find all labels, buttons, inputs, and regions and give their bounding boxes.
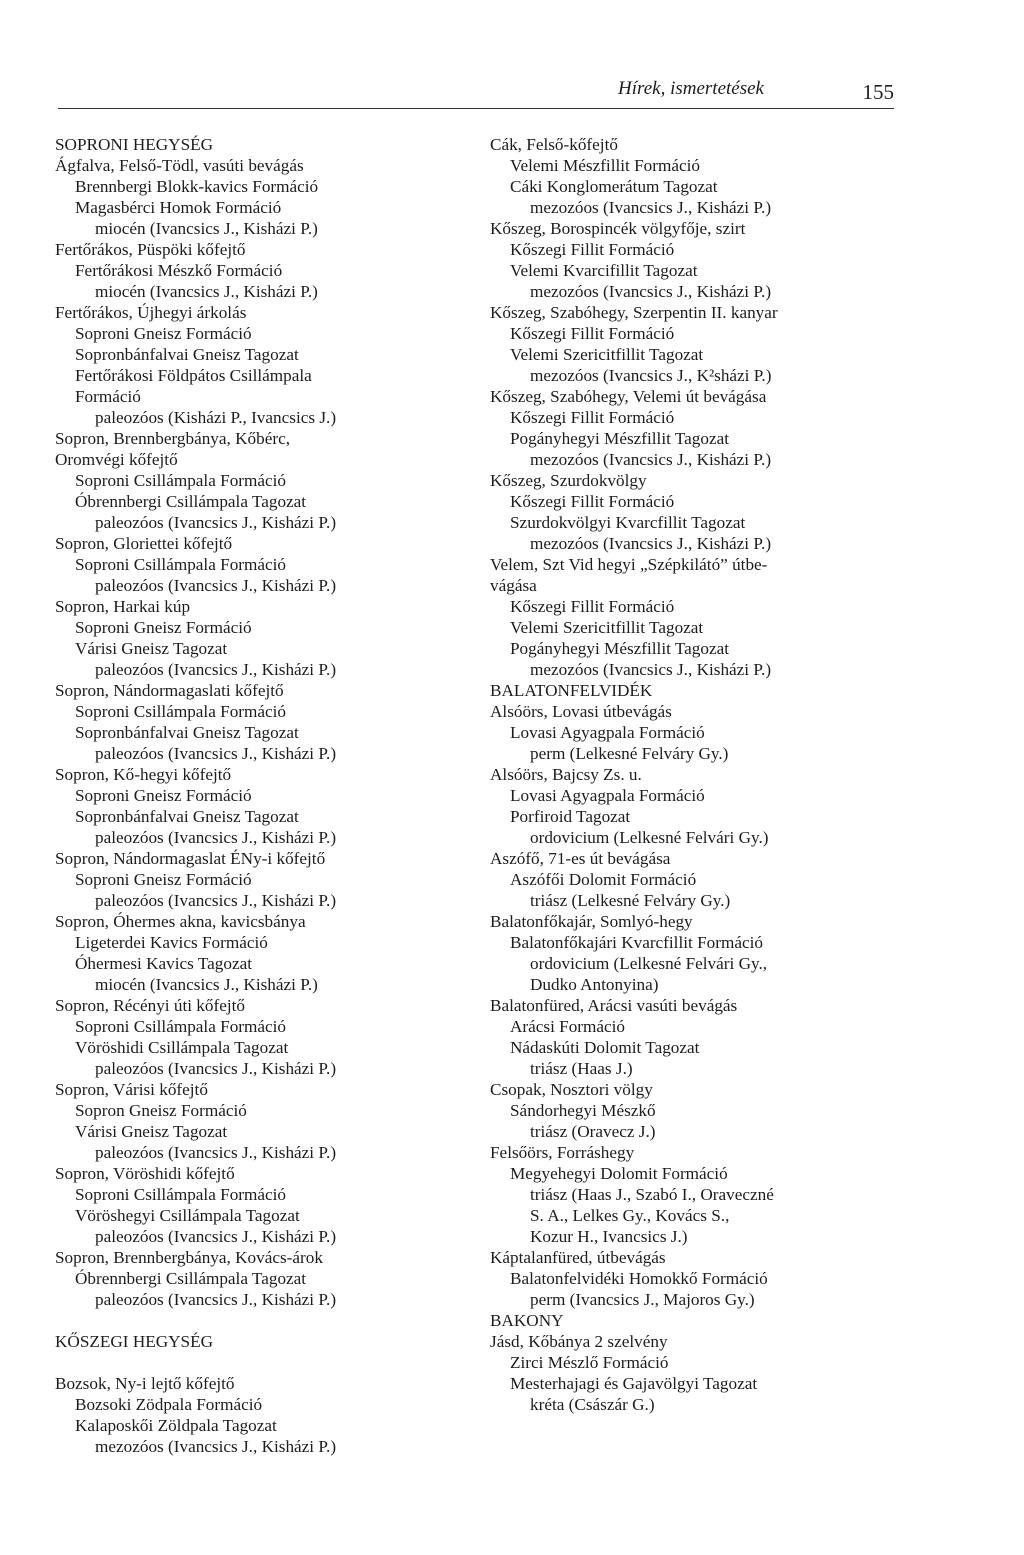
formation-line: Szurdokvölgyi Kvarcfillit Tagozat (510, 513, 746, 532)
formation-line: Vöröshidi Csillámpala Tagozat (75, 1038, 289, 1057)
age-author-line: triász (Lelkesné Felváry Gy.) (530, 891, 731, 910)
locality-line: Jásd, Kőbánya 2 szelvény (490, 1332, 668, 1351)
locality-line: Sopron, Nándormagaslat ÉNy-i kőfejtő (55, 849, 326, 868)
locality-line: Ágfalva, Felső-Tödl, vasúti bevágás (55, 156, 304, 175)
age-author-line: ordovicium (Lelkesné Felvári Gy., (530, 954, 768, 973)
locality-line: Sopron, Récényi úti kőfejtő (55, 996, 245, 1015)
age-author-line: paleozóos (Ivancsics J., Kisházi P.) (95, 1227, 337, 1246)
formation-line: Velemi Szericitfillit Tagozat (510, 618, 704, 637)
locality-line: vágása (490, 576, 537, 595)
formation-line: Soproni Gneisz Formáció (75, 324, 252, 343)
age-author-line: paleozóos (Ivancsics J., Kisházi P.) (95, 828, 337, 847)
formation-line: Kőszegi Fillit Formáció (510, 408, 675, 427)
formation-line: Velemi Kvarcifillit Tagozat (510, 261, 698, 280)
locality-line: Kőszeg, Borospincék völgyfője, szirt (490, 219, 746, 238)
locality-line: Sopron, Óhermes akna, kavicsbánya (55, 912, 306, 931)
formation-line: Formáció (75, 387, 141, 406)
column-spacer (55, 1310, 475, 1331)
formation-line: Arácsi Formáció (510, 1017, 626, 1036)
age-author-line: triász (Haas J., Szabó I., Oraveczné (530, 1185, 774, 1204)
age-author-line: Dudko Antonyina) (530, 975, 659, 994)
formation-line: Aszófői Dolomit Formáció (510, 870, 697, 889)
formation-line: Sopron Gneisz Formáció (75, 1101, 247, 1120)
age-author-line: paleozóos (Ivancsics J., Kisházi P.) (95, 660, 337, 679)
formation-line: Kőszegi Fillit Formáció (510, 597, 675, 616)
formation-line: Velemi Szericitfillit Tagozat (510, 345, 704, 364)
age-author-line: perm (Ivancsics J., Majoros Gy.) (530, 1290, 755, 1309)
formation-line: Soproni Gneisz Formáció (75, 870, 252, 889)
formation-line: Megyehegyi Dolomit Formáció (510, 1164, 728, 1183)
locality-line: Sopron, Vöröshidi kőfejtő (55, 1164, 235, 1183)
formation-line: Pogányhegyi Mészfillit Tagozat (510, 429, 730, 448)
formation-line: Ligeterdei Kavics Formáció (75, 933, 268, 952)
locality-line: Alsóörs, Lovasi útbevágás (490, 702, 672, 721)
age-author-line: paleozóos (Ivancsics J., Kisházi P.) (95, 1290, 337, 1309)
formation-line: Balatonfőkajári Kvarcfillit Formáció (510, 933, 763, 952)
locality-line: Fertőrákos, Püspöki kőfejtő (55, 240, 246, 259)
formation-line: Óhermesi Kavics Tagozat (75, 954, 252, 973)
age-author-line: miocén (Ivancsics J., Kisházi P.) (95, 975, 318, 994)
age-author-line: mezozóos (Ivancsics J., Kisházi P.) (530, 660, 772, 679)
locality-line: Fertőrákos, Újhegyi árkolás (55, 303, 247, 322)
formation-line: Sopronbánfalvai Gneisz Tagozat (75, 723, 299, 742)
locality-line: Kőszeg, Szabóhegy, Velemi út bevágása (490, 387, 767, 406)
formation-line: Soproni Csillámpala Formáció (75, 1017, 287, 1036)
locality-line: Sopron, Kő-hegyi kőfejtő (55, 765, 232, 784)
formation-line: Soproni Csillámpala Formáció (75, 1185, 287, 1204)
locality-line: Káptalanfüred, útbevágás (490, 1248, 666, 1267)
right-column (490, 134, 900, 1415)
formation-line: Soproni Csillámpala Formáció (75, 555, 287, 574)
formation-line: Soproni Csillámpala Formáció (75, 702, 287, 721)
age-author-line: mezozóos (Ivancsics J., Kisházi P.) (530, 534, 772, 553)
locality-line: Sopron, Gloriettei kőfejtő (55, 534, 233, 553)
age-author-line: mezozóos (Ivancsics J., Kisházi P.) (95, 1437, 337, 1456)
age-author-line: paleozóos (Kisházi P., Ivancsics J.) (95, 408, 337, 427)
locality-line: Velem, Szt Vid hegyi „Szépkilátó” útbe- (490, 555, 768, 574)
locality-line: SOPRONI HEGYSÉG (55, 135, 214, 154)
age-author-line: miocén (Ivancsics J., Kisházi P.) (95, 282, 318, 301)
formation-line: Zirci Mészlő Formáció (510, 1353, 669, 1372)
locality-line: KŐSZEGI HEGYSÉG (55, 1332, 214, 1351)
formation-line: Kőszegi Fillit Formáció (510, 492, 675, 511)
age-author-line: S. A., Lelkes Gy., Kovács S., (530, 1206, 730, 1225)
locality-line: Csopak, Nosztori völgy (490, 1080, 653, 1099)
formation-line: Kőszegi Fillit Formáció (510, 324, 675, 343)
formation-line: Porfiroid Tagozat (510, 807, 631, 826)
left-column (55, 134, 475, 1457)
formation-line: Brennbergi Blokk-kavics Formáció (75, 177, 319, 196)
formation-line: Balatonfelvidéki Homokkő Formáció (510, 1269, 768, 1288)
column-spacer (55, 1352, 475, 1373)
formation-line: Fertőrákosi Mészkő Formáció (75, 261, 283, 280)
formation-line: Sopronbánfalvai Gneisz Tagozat (75, 345, 299, 364)
formation-line: Kőszegi Fillit Formáció (510, 240, 675, 259)
locality-line: Bozsok, Ny-i lejtő kőfejtő (55, 1374, 235, 1393)
age-author-line: paleozóos (Ivancsics J., Kisházi P.) (95, 513, 337, 532)
formation-line: Magasbérci Homok Formáció (75, 198, 282, 217)
formation-line: Lovasi Agyagpala Formáció (510, 786, 705, 805)
formation-line: Óbrennbergi Csillámpala Tagozat (75, 492, 307, 511)
formation-line: Óbrennbergi Csillámpala Tagozat (75, 1269, 307, 1288)
age-author-line: triász (Haas J.) (530, 1059, 633, 1078)
formation-line: Vöröshegyi Csillámpala Tagozat (75, 1206, 300, 1225)
locality-line: Oromvégi kőfejtő (55, 450, 178, 469)
age-author-line: mezozóos (Ivancsics J., Kisházi P.) (530, 198, 772, 217)
locality-line: Balatonfőkajár, Somlyó-hegy (490, 912, 693, 931)
age-author-line: paleozóos (Ivancsics J., Kisházi P.) (95, 1059, 337, 1078)
age-author-line: paleozóos (Ivancsics J., Kisházi P.) (95, 891, 337, 910)
page-header (58, 78, 894, 109)
locality-line: Kőszeg, Szurdokvölgy (490, 471, 647, 490)
formation-line: Várisi Gneisz Tagozat (75, 1122, 228, 1141)
formation-line: Mesterhajagi és Gajavölgyi Tagozat (510, 1374, 758, 1393)
locality-line: Felsőörs, Forráshegy (490, 1143, 635, 1162)
age-author-line: mezozóos (Ivancsics J., Kisházi P.) (530, 450, 772, 469)
locality-line: Sopron, Várisi kőfejtő (55, 1080, 208, 1099)
formation-line: Cáki Konglomerátum Tagozat (510, 177, 718, 196)
formation-line: Soproni Csillámpala Formáció (75, 471, 287, 490)
locality-line: Balatonfüred, Arácsi vasúti bevágás (490, 996, 738, 1015)
age-author-line: kréta (Császár G.) (530, 1395, 655, 1414)
formation-line: Fertőrákosi Földpátos Csillámpala (75, 366, 312, 385)
formation-line: Pogányhegyi Mészfillit Tagozat (510, 639, 730, 658)
formation-line: Bozsoki Zödpala Formáció (75, 1395, 263, 1414)
formation-line: Sopronbánfalvai Gneisz Tagozat (75, 807, 299, 826)
age-author-line: perm (Lelkesné Felváry Gy.) (530, 744, 729, 763)
age-author-line: mezozóos (Ivancsics J., Kisházi P.) (530, 282, 772, 301)
formation-line: Velemi Mészfillit Formáció (510, 156, 700, 175)
formation-line: Várisi Gneisz Tagozat (75, 639, 228, 658)
locality-line: Sopron, Nándormagaslati kőfejtő (55, 681, 284, 700)
formation-line: Kalaposkői Zöldpala Tagozat (75, 1416, 277, 1435)
age-author-line: miocén (Ivancsics J., Kisházi P.) (95, 219, 318, 238)
age-author-line: paleozóos (Ivancsics J., Kisházi P.) (95, 576, 337, 595)
formation-line: Nádaskúti Dolomit Tagozat (510, 1038, 700, 1057)
locality-line: Sopron, Harkai kúp (55, 597, 191, 616)
formation-line: Sándorhegyi Mészkő (510, 1101, 656, 1120)
running-title: Hírek, ismertetések (618, 78, 764, 99)
age-author-line: triász (Oravecz J.) (530, 1122, 656, 1141)
age-author-line: paleozóos (Ivancsics J., Kisházi P.) (95, 1143, 337, 1162)
age-author-line: paleozóos (Ivancsics J., Kisházi P.) (95, 744, 337, 763)
locality-line: BALATONFELVIDÉK (490, 681, 653, 700)
formation-line: Soproni Gneisz Formáció (75, 786, 252, 805)
age-author-line: Kozur H., Ivancsics J.) (530, 1227, 688, 1246)
locality-line: BAKONY (490, 1311, 564, 1330)
formation-line: Lovasi Agyagpala Formáció (510, 723, 705, 742)
locality-line: Cák, Felső-kőfejtő (490, 135, 618, 154)
age-author-line: ordovicium (Lelkesné Felvári Gy.) (530, 828, 769, 847)
locality-line: Sopron, Brennbergbánya, Kőbérc, (55, 429, 290, 448)
locality-line: Aszófő, 71-es út bevágása (490, 849, 671, 868)
locality-line: Sopron, Brennbergbánya, Kovács-árok (55, 1248, 323, 1267)
formation-line: Soproni Gneisz Formáció (75, 618, 252, 637)
page-number: 155 (862, 80, 894, 104)
locality-line: Alsóörs, Bajcsy Zs. u. (490, 765, 642, 784)
locality-line: Kőszeg, Szabóhegy, Szerpentin II. kanyar (490, 303, 778, 322)
age-author-line: mezozóos (Ivancsics J., K²sházi P.) (530, 366, 772, 385)
